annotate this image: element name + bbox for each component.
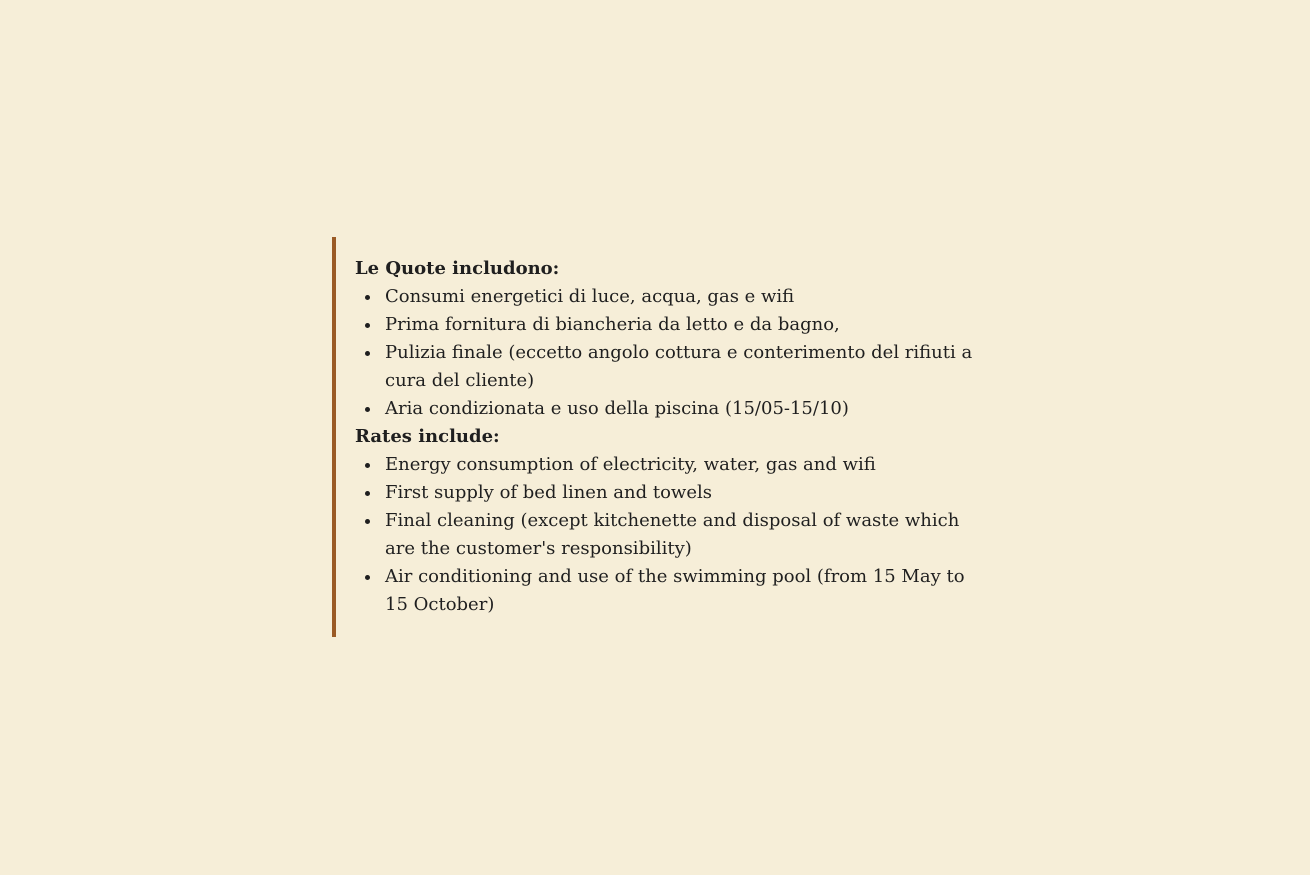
- list-item-text: Final cleaning (except kitchenette and disposal of waste which are the customer's responsibility): [385, 510, 960, 559]
- list-item-text: Aria condizionata e uso della piscina (15/05-15/10): [385, 398, 849, 419]
- list-item-text: Pulizia finale (eccetto angolo cottura e conterimento del rifiuti a cura del cliente): [385, 342, 973, 391]
- list-item: [355, 507, 975, 563]
- bullet-icon: [365, 323, 370, 328]
- bullet-icon: [365, 295, 370, 300]
- bullet-icon: [365, 491, 370, 496]
- bullet-icon: [365, 407, 370, 412]
- list-item: [355, 479, 975, 507]
- bullet-icon: [365, 575, 370, 580]
- italian-heading: Le Quote includono:: [355, 258, 560, 279]
- bullet-icon: [365, 519, 370, 524]
- list-item: [355, 283, 975, 311]
- list-item-text: Air conditioning and use of the swimming pool (from 15 May to 15 October): [385, 566, 965, 615]
- list-item-text: Consumi energetici di luce, acqua, gas e wifi: [385, 286, 795, 307]
- list-item: [355, 339, 975, 395]
- english-list: [355, 451, 1012, 619]
- list-item: [355, 563, 975, 619]
- bullet-icon: [365, 351, 370, 356]
- italian-list: [355, 283, 1012, 423]
- bullet-icon: [365, 463, 370, 468]
- list-item-text: Prima fornitura di biancheria da letto e da bagno,: [385, 314, 840, 335]
- list-item: [355, 311, 975, 339]
- rates-quote-block: [332, 237, 1012, 637]
- list-item: [355, 395, 975, 423]
- list-item-text: First supply of bed linen and towels: [385, 482, 712, 503]
- english-heading: Rates include:: [355, 426, 500, 447]
- list-item-text: Energy consumption of electricity, water, gas and wifi: [385, 454, 876, 475]
- list-item: [355, 451, 975, 479]
